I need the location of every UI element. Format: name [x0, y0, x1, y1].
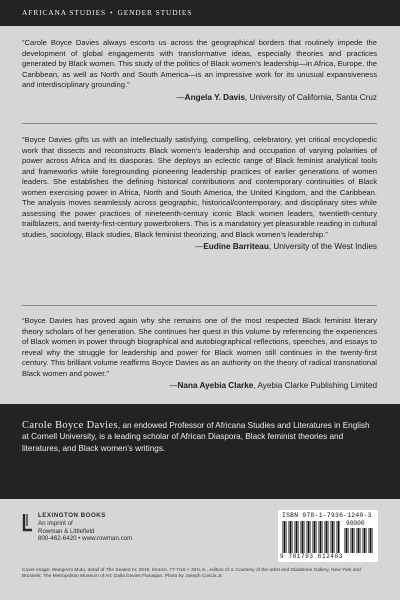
subject-category-bar [0, 0, 400, 26]
barcode-stripe [318, 521, 319, 553]
barcode-stripe [328, 521, 329, 553]
author-bio-band [0, 404, 400, 499]
author-bio-text: , an endowed Professor of Africana Studies and Literatures in English at Cornell University, is a leading scholar of African Diaspora, Black feminist theories and literatures, and Black women’s writings. [22, 421, 370, 453]
barcode-stripe [366, 528, 367, 553]
barcode-stripe [372, 528, 373, 553]
barcode-stripe [304, 521, 305, 553]
publisher-info [38, 512, 132, 543]
barcode-stripe [348, 528, 349, 553]
endorsement-barriteau [22, 135, 377, 252]
barcode-stripe [290, 521, 292, 553]
barcode-stripe [358, 528, 360, 553]
author-bio [22, 420, 378, 454]
attribution-dash: — [169, 381, 178, 391]
divider [22, 305, 377, 306]
barcode-stripe [322, 521, 323, 553]
barcode-stripe [286, 521, 287, 553]
endorsement-text: “Boyce Davies gifts us with an intellectually satisfying, compelling, celebratory, yet critical encyclopedic work that dissects and reconstructs Black women’s leadership and occupation of varying polarities of power across Africa and its diasporas. She deploys an eclectic range of Black feminist analytical tools and frameworks while foregrounding pioneering leadership practices of earlier generations of women leaders. She establishes the defining historical contributions and contemporary continuities of Black women exercising power in Africa, North and South America, the United Kingdom, and the Caribbean. The analysis moves seamlessly across geographic, historical/contemporary, and disciplinary sites while assessing the power practices of nineteenth-century iconic Black women leaders, twentieth-century trailblazers, and twenty-first-century powerbrokers. This is a mandatory yet pleasurable reading in cultural studies, sociology, Black studies, Black feminist theorizing, and Black women’s leadership.” [22, 135, 377, 239]
endorser-affiliation: , Ayebia Clarke Publishing Limited [253, 381, 377, 391]
barcode-stripe [310, 521, 311, 553]
barcode-digits: 9 781793 612403 [280, 553, 344, 560]
barcode-stripe [326, 521, 328, 553]
endorser-name: Nana Ayebia Clarke [177, 381, 254, 391]
price-barcode-bars [344, 528, 374, 553]
publisher-logo-icon [22, 513, 34, 533]
barcode-stripe [282, 521, 283, 553]
barcode-stripe [350, 528, 351, 553]
endorsement-clarke [22, 316, 377, 391]
publisher-contact: 800-462-6420 • www.rowman.com [38, 535, 133, 543]
category-gender: GENDER STUDIES [117, 8, 193, 17]
endorsement-attribution [22, 92, 377, 103]
barcode-stripe [340, 521, 341, 553]
attribution-dash: — [176, 92, 185, 102]
barcode-stripe [362, 528, 363, 553]
barcode-stripe [360, 528, 361, 553]
barcode-stripe [370, 528, 372, 553]
publisher-block [22, 513, 202, 561]
endorser-affiliation: , University of California, Santa Cruz [245, 92, 377, 102]
barcode-stripe [336, 521, 337, 553]
endorser-name: Eudine Barriteau [203, 242, 269, 252]
cover-credits: Cover image: Wangechi Mutu, detail of The Seated IV, 2019, bronze, 77-7/16 × 33¾ in., edition of 3. Courtesy of the artist and Gladstone Gallery, New York and Brussels; The Metropolitan Museum of Art; Dalia Davies Flanagan. Photo by Joseph Coscia Jr. [22, 568, 361, 580]
barcode-stripe [300, 521, 301, 553]
barcode-stripe [308, 521, 310, 553]
barcode-stripe [296, 521, 298, 553]
barcode-stripe [324, 521, 325, 553]
category-separator: • [110, 8, 114, 17]
barcode-stripe [316, 521, 317, 553]
barcode-stripe [320, 521, 322, 553]
barcode-stripe [354, 528, 355, 553]
endorsement-text: “Boyce Davies has proved again why she remains one of the most respected Black feminist literary theory scholars of her generation. She continues her quest in this volume by referencing the experiences of Black women in power through biographical and autobiographical reflections, speeches, and essays to reveal why the struggle for leadership and power for Black women still continues in the twenty-first century. This brilliant volume reaffirms Boyce Davies as an authority on the theory of radical transnational Black women and power.” [22, 316, 377, 378]
category-africana: AFRICANA STUDIES [22, 8, 107, 17]
barcode-stripe [344, 528, 345, 553]
barcode-stripe [292, 521, 293, 553]
barcode-stripe [368, 528, 369, 553]
barcode-stripe [364, 528, 366, 553]
barcode-stripe [314, 521, 316, 553]
barcode-stripe [346, 528, 348, 553]
barcode-stripe [352, 528, 354, 553]
publisher-line: Rowman & Littlefield [38, 527, 95, 535]
barcode-stripe [332, 521, 334, 553]
endorsement-text: “Carole Boyce Davies always escorts us across the geographical borders that routinely impede the development of global engagements with transformative ideas, especially theories and practices generated by Black women. This study of the politics of Black women’s leadership—in Africa, Europe, the Caribbean, as well as North and South America—is an impressive work for its unusual expansiveness and interdisciplinary grounding.” [22, 38, 377, 90]
barcode-stripe [356, 528, 357, 553]
barcode-stripe [334, 521, 335, 553]
isbn-number: ISBN 978-1-7936-1240-3 [282, 512, 372, 519]
barcode-bars [282, 521, 340, 553]
publisher-line: An imprint of [38, 519, 73, 527]
attribution-dash: — [195, 242, 204, 252]
price-code: 90000 [346, 520, 365, 527]
barcode-stripe [302, 521, 304, 553]
author-name: Carole Boyce Davies [22, 420, 118, 431]
barcode-stripe [312, 521, 313, 553]
barcode-stripe [288, 521, 289, 553]
barcode-stripe [306, 521, 307, 553]
barcode-stripe [338, 521, 340, 553]
endorser-name: Angela Y. Davis [184, 92, 246, 102]
barcode-stripe [294, 521, 295, 553]
publisher-imprint: LEXINGTON BOOKS [38, 512, 106, 519]
divider [22, 123, 377, 124]
isbn-barcode [278, 510, 378, 562]
barcode-stripe [330, 521, 331, 553]
endorser-affiliation: , University of the West Indies [268, 242, 377, 252]
barcode-stripe [284, 521, 286, 553]
barcode-stripe [298, 521, 299, 553]
endorsement-attribution [22, 241, 377, 252]
endorsement-attribution [22, 380, 377, 391]
endorsement-davis [22, 38, 377, 103]
